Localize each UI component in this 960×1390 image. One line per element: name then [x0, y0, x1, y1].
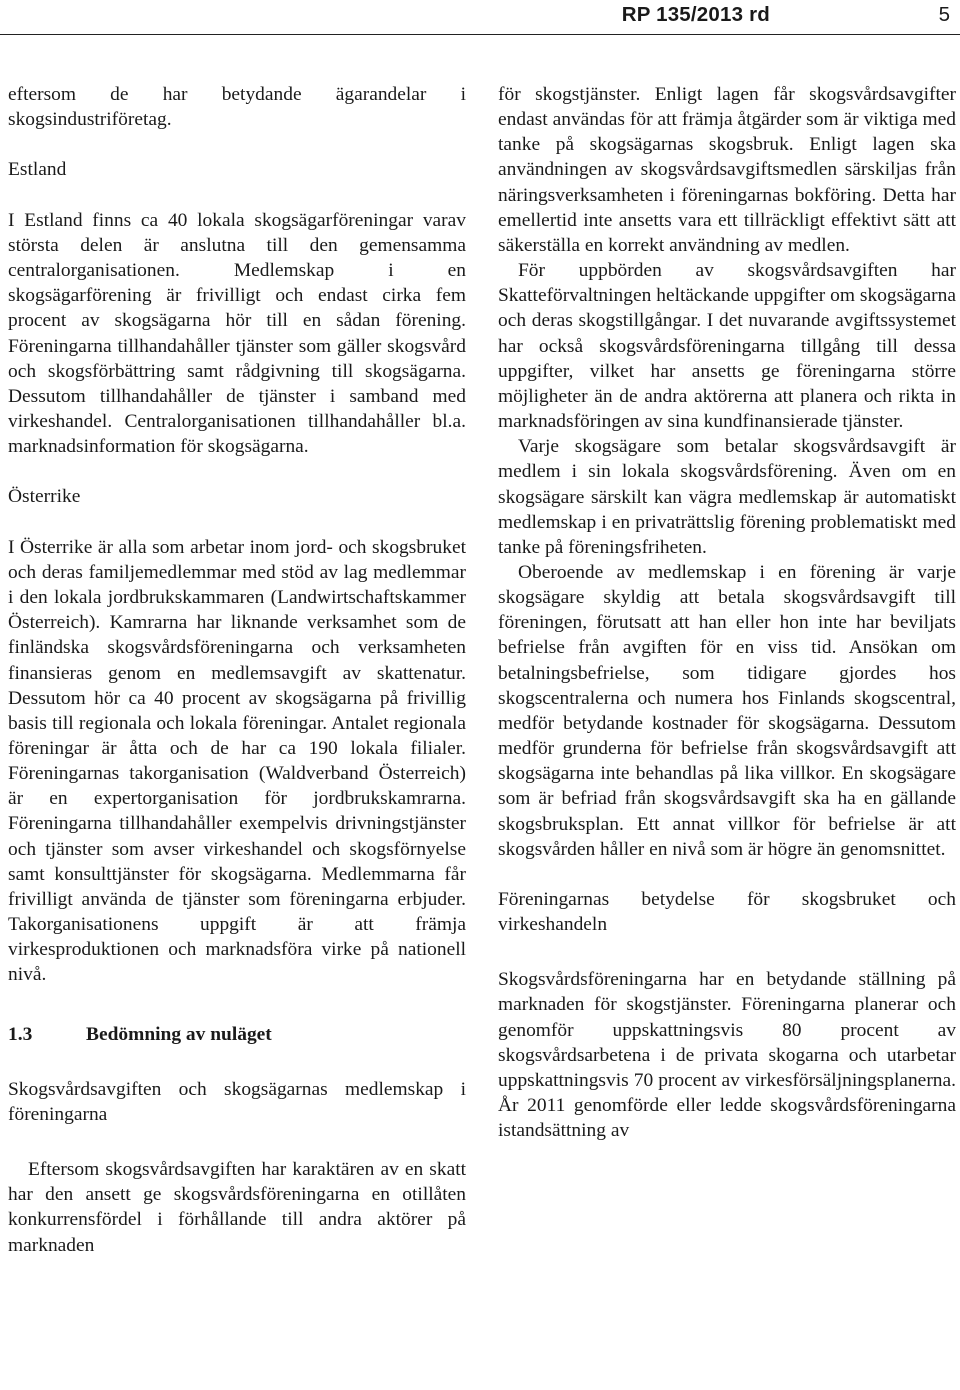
heading-osterrike: Österrike [8, 486, 81, 508]
section-heading [8, 1022, 466, 1047]
heading-estland: Estland [8, 159, 67, 181]
page-number: 5 [938, 3, 950, 26]
paragraph-medlem: Varje skogsägare som betalar skogsvårdsavgift är medlem i sin lokala skogsvårdsförening. Även om en skogsägare särskilt kan vägra medlemskap är automatiskt medlemskap i en privaträttslig förening problematiskt med tanke på föreningsfriheten. [498, 436, 956, 558]
paragraph-continuation: för skogstjänster. Enligt lagen får skogsvårdsavgifter endast användas för att främja åtgärder som är viktiga med tanke på skogsägarnas skogsbruk. Enligt lagen ska användningen av skogsvårdsavgiftsmedlen särskiljas från näringsverksamheten i föreningarnas bokföring. Detta har emellertid inte ansetts vara ett tillräckligt effektivt sätt att säkerställa en korrekt användning av medlen. [498, 84, 956, 256]
header-rule [0, 34, 960, 35]
paragraph-intro: eftersom de har betydande ägarandelar i skogsindustriföretag. [8, 84, 466, 131]
paragraph-uppborden: För uppbörden av skogsvårdsavgiften har Skatteförvaltningen heltäckande uppgifter om skogsägarna och deras skogstillgångar. I det nuvarande avgiftssystemet har också skogsvårdsföreningarna tillgång till dessa uppgifter, vilket har ansetts ge föreningarna större möjligheter än de andra aktörerna att planera och rikta in marknadsföringen av sina kundfinansierade tjänster. [498, 260, 956, 433]
section-title: Bedömning av nuläget [86, 1023, 272, 1045]
left-column [8, 82, 466, 1258]
paragraph-oberoende: Oberoende av medlemskap i en förening är varje skogsägare skyldig att betala skogsvårdsavgift till föreningen, förutsatt att han eller hon inte har beviljats befrielse från avgiften för en viss tid. Ansökan om betalningsbefrielse, som tidigare gjordes hos skogscentralerna och numera hos Finlands skogscentral, medför betydande kostnader för skogsägarna. Dessutom medför grunderna för befrielse från skogsvårdsavgift att skogsägarna inte behandlas på lika villkor. En skogsägare som är befriad från skogsvårdsavgift ska ha en gällande skogsbruksplan. Ett annat villkor för befrielse är att skogsvården håller en nivå som är högre än genomsnittet. [498, 561, 956, 860]
subheading-skogsvardsavgiften: Skogsvårdsavgiften och skogsägarnas medlemskap i föreningarna [8, 1078, 466, 1125]
paragraph-stallning: Skogsvårdsföreningarna har en betydande ställning på marknaden för skogstjänster. Föreningarna planerar och genomför uppskattningsvis 80 procent av skogsvårdsarbetena i de privata skogarna och utarbetar uppskattningsvis 70 procent av virkesförsäljningsplanerna. År 2011 genomförde eller ledde skogsvårdsföreningarna istandsättning av [498, 969, 956, 1142]
section-number: 1.3 [8, 1023, 33, 1045]
paragraph-estland: I Estland finns ca 40 lokala skogsägarföreningar varav största delen är anslutna till den gemensamma centralorganisationen. Medlemskap i en skogsägarförening är frivilligt och endast cirka fem procent av skogsägarna hör till en sådan förening. Föreningarna tillhandahåller tjänster som gäller skogsvård och skogsförbättring samt rådgivning till skogsägarna. Dessutom tillhandahåller de tjänster i samband med virkeshandel. Centralorganisationen tillhandahåller bl.a. marknadsinformation för skogsägarna. [8, 209, 466, 458]
paragraph-osterrike: I Österrike är alla som arbetar inom jord- och skogsbruket och deras familjemedlemmar med stöd av lag medlemmar i den lokala jordbrukskammaren (Landwirtschaftskammer Österreich). Kamrarna har liknande verksamhet som de finländska skogsvårdsföreningarna och verksamheten finansieras genom en medlemsavgift av skattenatur. Dessutom hör ca 40 procent av skogsägarna på frivillig basis till regionala och lokala föreningar. Antalet regionala föreningar är åtta och de har ca 190 lokala filialer. Föreningarnas takorganisation (Waldverband Österreich) är en expertorganisation för jordbrukskamrarna. Föreningarna tillhandahåller exempelvis drivningstjänster och tjänster som avser virkeshandel och skogsförnyelse samt konsulttjänster för skogsägarna. Medlemmarna får frivilligt använda de tjänster som föreningarna erbjuder. Takorganisationens uppgift är att främja virkesproduktionen och marknadsföra virke på nationell nivå. [8, 536, 466, 986]
paragraph-eftersom: Eftersom skogsvårdsavgiften har karaktären av en skatt har den ansett ge skogsvårdsföreningarna en otillåten konkurrensfördel i förhållande till andra aktörer på marknaden [8, 1159, 466, 1256]
right-column [498, 82, 956, 1143]
page-header [0, 0, 960, 34]
document-reference: RP 135/2013 rd [621, 3, 770, 26]
subheading-foreningarnas-betydelse: Föreningarnas betydelse för skogsbruket och virkeshandeln [498, 888, 956, 936]
